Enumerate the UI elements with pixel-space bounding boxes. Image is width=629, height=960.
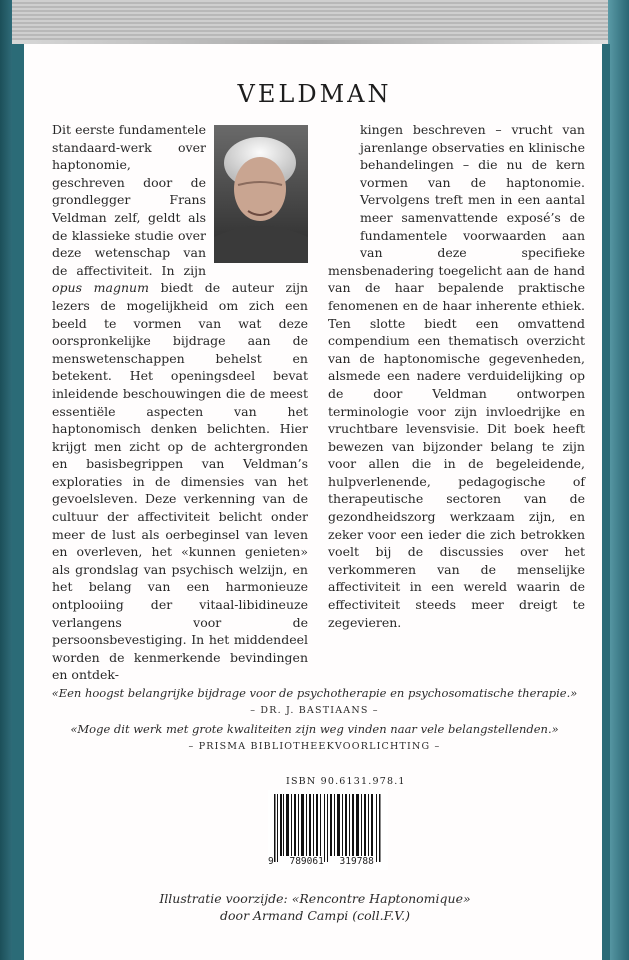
body-text-left xyxy=(52,121,308,684)
quote-2-source: – PRISMA BIBLIOTHEEKVOORLICHTING – xyxy=(188,741,441,752)
book-page-stack xyxy=(0,0,629,40)
isbn-label: ISBN 90.6131.978.1 xyxy=(286,776,406,787)
opus-magnum-text: opus magnum xyxy=(52,280,149,296)
barcode-digit-1: 9 xyxy=(268,856,274,867)
caption-line-2: door Armand Campi (coll.F.V.) xyxy=(220,908,410,923)
body-text-right xyxy=(328,121,585,631)
cover-teal-strip-right xyxy=(602,44,610,960)
barcode-digit-group-2: 319788 xyxy=(339,856,374,867)
quote-1-text: «Een hoogst belangrijke bijdrage voor de psychotherapie en psychosomatische therapie.» xyxy=(51,686,578,700)
spine-left xyxy=(0,0,12,960)
barcode-digit-group-1: 789061 xyxy=(289,856,324,867)
spine-right xyxy=(608,0,629,960)
quote-1-source: – DR. J. BASTIAANS – xyxy=(250,705,379,716)
author-portrait xyxy=(214,125,308,263)
left-text-part-1: Dit eerste fundamentele standaard-werk over haptonomie, geschreven door de grondlegger Frans Veldman zelf, geldt als de klassieke studie over deze wetenschap van de affectiviteit. In zijn xyxy=(52,122,206,278)
left-text-part-2: biedt de auteur zijn lezers de mogelijkheid om zich een beeld te vormen van wat deze oorspronkelijke bijdrage aan de menswetenschappen behelst en betekent. Het openingsdeel bevat inleidende beschouwingen die de meest essentiële aspecten van het haptonomisch denken belichten. Hier krijgt men zicht op de achtergronden en basisbegrippen van Veldman’s exploraties in de dimensies van het gevoelsleven. Deze verkenning van de cultuur der affectiviteit belicht onder meer de lust als oerbeginsel van leven en overleven, het «kunnen genieten» als grondslag van psychisch welzijn, en het belang van een harmonieuze ontplooiing der vitaal-libidineuze verlangens voor de persoonsbevestiging. In het middendeel worden de kenmerkende bevindingen en ontdek- xyxy=(52,280,308,683)
book-title: VELDMAN xyxy=(237,80,392,108)
cover-teal-strip-left xyxy=(12,44,24,960)
barcode-numbers xyxy=(268,856,394,867)
right-text: kingen beschreven – vrucht van jarenlange observaties en klinische behandelingen – die nu de kern vormen van de haptonomie. Vervolgens treft men in een aantal meer samenvattende exposé’s de fundamentele voorwaarden aan van deze specifieke mensbenadering toegelicht aan de hand van de haar bepalende praktische fenomenen en de haar inherente ethiek. Ten slotte biedt een omvattend compendium een thematisch overzicht van de haptonomische gegevenheden, alsmede een nadere verduidelijking op de door Veldman ontworpen terminologie voor zijn invloedrijke en vruchtbare levensvisie. Dit boek heeft bewezen van bijzonder belang te zijn voor allen die in de begeleidende, hulpverlenende, pedagogische of therapeutische sectoren van de gezondheidszorg werkzaam zijn, en zeker voor een ieder die zich betrokken voelt bij de discussies over het verkommeren van de menselijke affectiviteit in een wereld waarin de effectiviteit steeds meer dreigt te zegevieren. xyxy=(328,122,585,630)
text-wrap-spacer xyxy=(328,121,360,259)
caption-line-1: Illustratie voorzijde: «Rencontre Haptonomique» xyxy=(159,891,471,906)
cover-illustration-caption xyxy=(130,890,500,924)
quote-2-text: «Moge dit werk met grote kwaliteiten zijn weg vinden naar vele belangstellenden.» xyxy=(70,722,559,736)
review-quotes xyxy=(30,684,599,756)
